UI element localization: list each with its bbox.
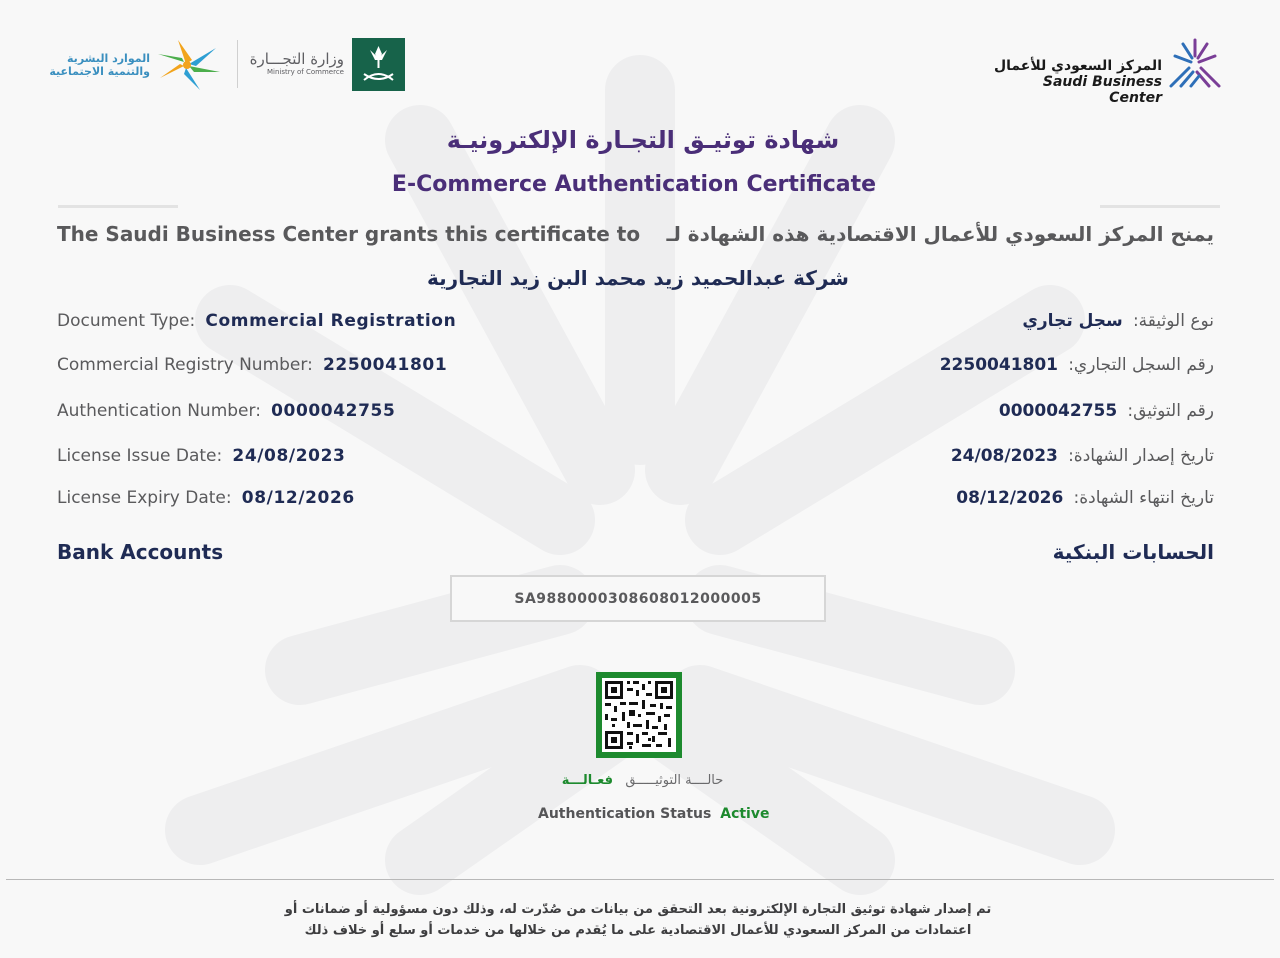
footer-line-1: تم إصدار شهادة توثيق التجارة الإلكترونية بعد التحقق من بيانات من صُدّرت له، وذلك دون مسؤولية أو ضمانات أو [284, 902, 992, 917]
iban-box [450, 575, 826, 622]
sbc-logo-icon [1167, 36, 1223, 90]
hr-ministry-name-line1: الموارد البشرية [67, 52, 150, 65]
bank-accounts-title-en: Bank Accounts [57, 540, 224, 564]
field-auth-number-en [57, 401, 395, 421]
field-label: تاريخ إصدار الشهادة: [1068, 446, 1214, 466]
field-auth-number-ar [999, 401, 1214, 421]
qr-code-icon [602, 678, 676, 752]
grant-text-en: The Saudi Business Center grants this certificate to [57, 222, 641, 246]
hr-ministry-logo [46, 52, 150, 78]
divider-right [1100, 205, 1220, 208]
commerce-ministry-logo [248, 50, 344, 76]
field-issue-date-en [57, 446, 345, 466]
bank-accounts-title-ar: الحسابات البنكية [1052, 540, 1214, 564]
field-label: Document Type: [57, 311, 196, 331]
sbc-name-en: Saudi Business Center [1042, 74, 1162, 106]
iban-value: SA9880000308608012000005 [514, 590, 762, 607]
saudi-emblem-icon [352, 38, 405, 91]
auth-status-ar [540, 773, 745, 788]
field-value: 08/12/2026 [956, 488, 1064, 508]
field-label: License Expiry Date: [57, 488, 232, 508]
field-label: Commercial Registry Number: [57, 355, 313, 375]
field-value: 24/08/2023 [950, 446, 1058, 466]
field-value: 2250041801 [322, 355, 448, 375]
field-document-type-en [57, 311, 456, 331]
field-label: رقم السجل التجاري: [1068, 355, 1214, 375]
commerce-ministry-name-ar: وزارة التجـــارة [249, 50, 344, 68]
footer-divider [6, 879, 1274, 880]
auth-status-label-ar: حالــــة التوثيـــــق [625, 773, 724, 788]
auth-status-value-en: Active [720, 806, 770, 822]
auth-status-en [538, 806, 770, 822]
title-ar: شهادة توثيـق التجـارة الإلكترونيـة [446, 126, 840, 154]
field-expiry-date-ar [956, 488, 1214, 508]
hr-ministry-icon [156, 38, 222, 92]
auth-status-value-ar: فعـالـــة [561, 773, 613, 788]
field-label: License Issue Date: [57, 446, 223, 466]
auth-status-label-en: Authentication Status [538, 806, 712, 822]
field-value: 08/12/2026 [241, 488, 355, 508]
field-label: نوع الوثيقة: [1132, 311, 1214, 331]
hr-ministry-name-line2: والتنمية الاجتماعية [49, 65, 150, 78]
logo-divider [237, 40, 238, 88]
footer-disclaimer [0, 899, 1276, 941]
field-expiry-date-en [57, 488, 355, 508]
field-registry-number-en [57, 355, 447, 375]
sbc-logo-text [990, 58, 1162, 106]
field-value: Commercial Registration [205, 311, 457, 331]
field-label: تاريخ انتهاء الشهادة: [1073, 488, 1214, 508]
qr-code-frame[interactable] [596, 672, 682, 758]
title-en: E-Commerce Authentication Certificate [391, 172, 877, 197]
field-registry-number-ar [940, 355, 1214, 375]
field-value: 24/08/2023 [232, 446, 346, 466]
field-value: 0000042755 [998, 401, 1118, 421]
field-label: Authentication Number: [57, 401, 261, 421]
field-value: 0000042755 [271, 401, 396, 421]
footer-line-2: اعتمادات من المركز السعودي للأعمال الاقتصادية على ما يُقدم من خلالها من خدمات أو سلع أو خلاف ذلك [304, 923, 972, 938]
field-value: 2250041801 [939, 355, 1059, 375]
divider-left [58, 205, 178, 208]
field-issue-date-ar [951, 446, 1214, 466]
sbc-name-ar: المركز السعودي للأعمال [994, 58, 1162, 74]
field-value: سجل تجاري [1022, 311, 1123, 331]
company-name: شركة عبدالحميد زيد محمد البن زيد التجارية [427, 266, 849, 290]
field-document-type-ar [1022, 311, 1214, 331]
commerce-ministry-name-en: Ministry of Commerce [267, 68, 344, 76]
grant-text-ar: يمنح المركز السعودي للأعمال الاقتصادية هذه الشهادة لـ [666, 222, 1214, 246]
field-label: رقم التوثيق: [1127, 401, 1214, 421]
